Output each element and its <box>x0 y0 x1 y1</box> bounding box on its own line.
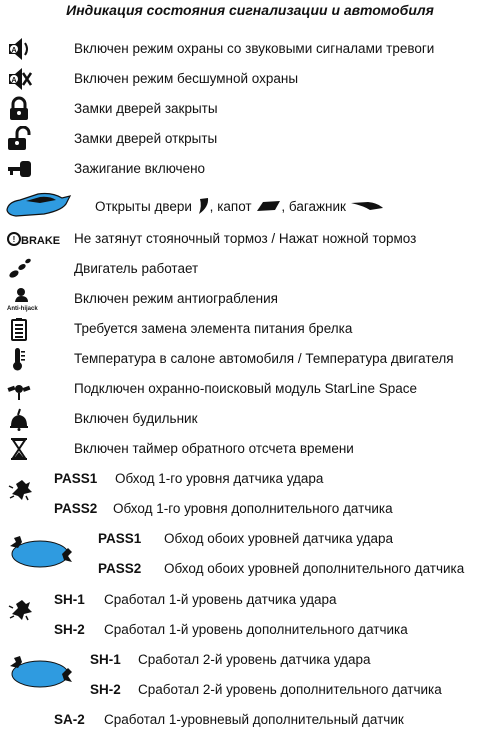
bypass-row <box>0 526 500 552</box>
hood-icon <box>255 200 281 215</box>
trigger-text: Сработал 2-й уровень датчика удара <box>138 652 371 667</box>
svg-text:A: A <box>11 77 17 84</box>
trigger-row <box>0 647 500 673</box>
trigger-row <box>0 617 500 643</box>
bypass-text: Обход 1-го уровня датчика удара <box>115 471 324 486</box>
trunk-label: багажник <box>288 199 346 215</box>
car-text-line: Открыты двери , капот , багажник <box>95 197 384 218</box>
bypass-row <box>0 556 500 582</box>
legend-text: Включен будильник <box>74 411 198 426</box>
svg-text:!: ! <box>12 235 16 244</box>
bypass-code: PASS2 <box>54 501 98 516</box>
legend-row <box>0 36 500 62</box>
trigger-code: SH-2 <box>90 682 121 697</box>
anti-hijack-icon-text: Anti-hijack <box>7 306 38 312</box>
legend-row <box>0 190 500 220</box>
door-icon <box>196 197 210 218</box>
legend-text: Включен режим антиограбления <box>74 291 278 306</box>
trigger-row <box>0 707 500 733</box>
anti-hijack-icon <box>6 286 40 312</box>
bypass-row <box>0 466 500 492</box>
trigger-text: Сработал 1-уровневый дополнительный датчик <box>104 712 404 727</box>
bypass-code: PASS1 <box>98 531 142 546</box>
bypass-code: PASS1 <box>54 471 98 486</box>
legend-text: Включен режим охраны со звуковыми сигналами тревоги <box>74 41 435 56</box>
trigger-code: SH-1 <box>54 592 85 607</box>
brake-icon-text: BRAKE <box>21 235 61 247</box>
legend-text: Зажигание включено <box>74 161 206 176</box>
brake-icon <box>6 226 66 252</box>
legend-row <box>0 376 500 402</box>
legend-text: Включен режим бесшумной охраны <box>74 71 299 86</box>
legend-text: Замки дверей открыты <box>74 131 218 146</box>
trigger-text: Сработал 1-й уровень дополнительного датчика <box>104 622 408 637</box>
trigger-row <box>0 587 500 613</box>
legend-row <box>0 96 500 122</box>
legend-row <box>0 346 500 372</box>
battery-icon <box>6 316 32 342</box>
bypass-text: Обход 1-го уровня дополнительного датчика <box>113 501 393 516</box>
bypass-code: PASS2 <box>98 561 142 576</box>
trunk-icon <box>350 200 384 215</box>
legend-text: Подключен охранно-поисковый модуль StarLine Space <box>74 381 417 396</box>
lock-open-icon <box>6 126 32 152</box>
doors-label: Открыты двери <box>95 199 192 215</box>
legend-row <box>0 256 500 282</box>
legend-row <box>0 126 500 152</box>
speaker-a-icon <box>6 36 32 62</box>
legend-text: Требуется замена элемента питания брелка <box>74 321 353 336</box>
legend-row <box>0 286 500 312</box>
legend-row <box>0 406 500 432</box>
car-icon <box>4 190 72 218</box>
satellite-icon <box>6 376 32 402</box>
engine-running-icon <box>6 256 32 282</box>
trigger-row <box>0 677 500 703</box>
trigger-code: SH-1 <box>90 652 121 667</box>
legend-row <box>0 226 500 252</box>
trigger-text: Сработал 1-й уровень датчика удара <box>104 592 337 607</box>
legend-text: Замки дверей закрыты <box>74 101 218 116</box>
svg-text:A: A <box>11 47 17 54</box>
legend-row <box>0 66 500 92</box>
key-icon <box>6 156 32 182</box>
thermometer-icon <box>6 346 32 372</box>
bypass-text: Обход обоих уровней датчика удара <box>164 531 394 546</box>
legend-text: Температура в салоне автомобиля / Температура двигателя <box>74 351 454 366</box>
bypass-row <box>0 496 500 522</box>
legend-text: Не затянут стояночный тормоз / Нажат ножной тормоз <box>74 231 417 246</box>
hood-label: капот <box>217 199 252 215</box>
legend-text: Включен таймер обратного отсчета времени <box>74 441 354 456</box>
legend-row <box>0 436 500 462</box>
legend-text: Двигатель работает <box>74 261 199 276</box>
speaker-a-muted-icon <box>6 66 32 92</box>
lock-closed-icon <box>6 96 32 122</box>
hourglass-icon <box>6 436 32 462</box>
trigger-code: SH-2 <box>54 622 85 637</box>
bypass-text: Обход обоих уровней дополнительного датчика <box>164 561 465 576</box>
page-title: Индикация состояния сигнализации и автомобиля <box>66 2 434 18</box>
legend-row <box>0 316 500 342</box>
trigger-text: Сработал 2-й уровень дополнительного датчика <box>138 682 442 697</box>
trigger-code: SA-2 <box>54 712 85 727</box>
alarm-clock-icon <box>6 406 32 432</box>
legend-row <box>0 156 500 182</box>
